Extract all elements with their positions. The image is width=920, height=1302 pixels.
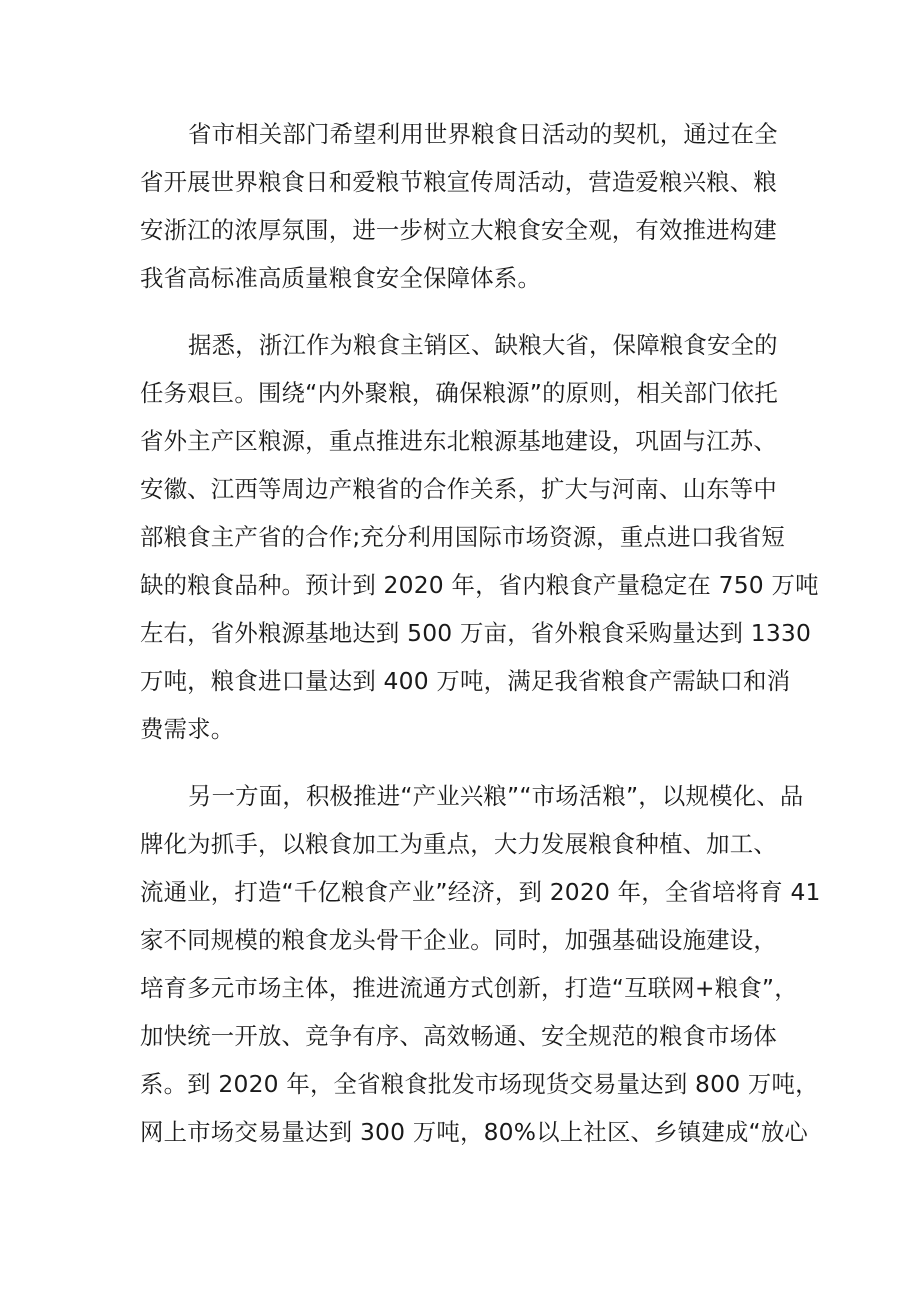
paragraph-3 <box>140 772 821 1156</box>
text-line: 据悉，浙江作为粮食主销区、缺粮大省，保障粮食安全的 <box>188 331 778 359</box>
text-line: 费需求。 <box>140 715 235 743</box>
text-line: 另一方面，积极推进“产业兴粮”“市场活粮”，以规模化、品 <box>188 782 804 810</box>
text-line: 加快统一开放、竞争有序、高效畅通、安全规范的粮食市场体 <box>140 1022 777 1050</box>
text-line: 万吨，粮食进口量达到 400 万吨，满足我省粮食产需缺口和消 <box>140 667 791 695</box>
text-line: 安浙江的浓厚氛围，进一步树立大粮食安全观，有效推进构建 <box>140 216 777 244</box>
text-line: 系。到 2020 年，全省粮食批发市场现货交易量达到 800 万吨， <box>140 1070 819 1098</box>
text-line: 省开展世界粮食日和爱粮节粮宣传周活动，营造爱粮兴粮、粮 <box>140 168 777 196</box>
text-line: 我省高标准高质量粮食安全保障体系。 <box>140 264 542 292</box>
text-line: 安徽、江西等周边产粮省的合作关系，扩大与河南、山东等中 <box>140 475 777 503</box>
text-line: 左右，省外粮源基地达到 500 万亩，省外粮食采购量达到 1330 <box>140 619 812 647</box>
paragraph-1 <box>140 110 780 302</box>
text-line: 缺的粮食品种。预计到 2020 年，省内粮食产量稳定在 750 万吨 <box>140 571 819 599</box>
document-body <box>140 110 821 1175</box>
text-line: 网上市场交易量达到 300 万吨，80%以上社区、乡镇建成“放心 <box>140 1118 809 1146</box>
paragraph-2 <box>140 321 819 753</box>
text-line: 培育多元市场主体，推进流通方式创新，打造“互联网+粮食”， <box>140 974 798 1002</box>
text-line: 省市相关部门希望利用世界粮食日活动的契机，通过在全 <box>188 120 778 148</box>
text-line: 家不同规模的粮食龙头骨干企业。同时，加强基础设施建设， <box>140 926 777 954</box>
text-line: 牌化为抓手，以粮食加工为重点，大力发展粮食种植、加工、 <box>140 830 777 858</box>
text-line: 任务艰巨。围绕“内外聚粮，确保粮源”的原则，相关部门依托 <box>140 379 778 407</box>
text-line: 流通业，打造“千亿粮食产业”经济，到 2020 年，全省培将育 41 <box>140 878 821 906</box>
text-line: 部粮食主产省的合作;充分利用国际市场资源，重点进口我省短 <box>140 523 786 551</box>
text-line: 省外主产区粮源，重点推进东北粮源基地建设，巩固与江苏、 <box>140 427 777 455</box>
